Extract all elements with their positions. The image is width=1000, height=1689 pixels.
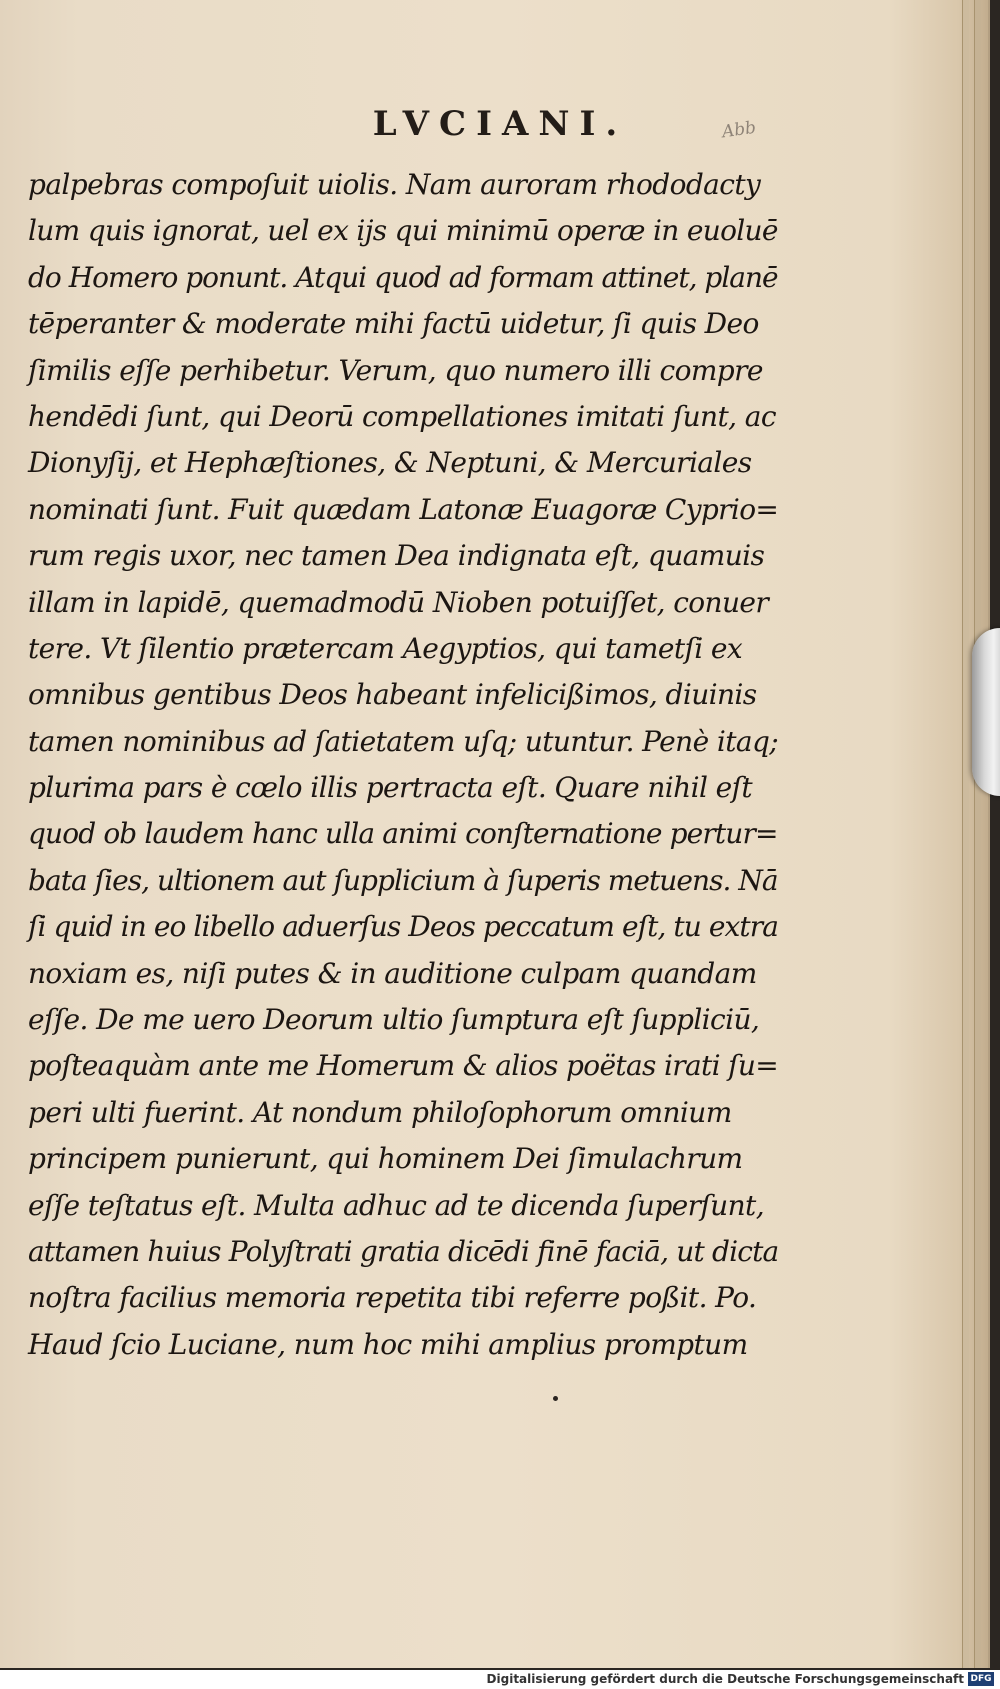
marginal-note: Abb	[720, 117, 758, 143]
running-head: LVCIANI.	[372, 104, 628, 144]
text-line: rum regis uxor, nec tamen Dea indignata eſt, quamuis	[28, 539, 765, 573]
page-edge	[962, 0, 969, 1668]
text-line: lum quis ignorat, uel ex ijs qui minimū operæ in euoluē	[28, 214, 778, 248]
text-line: noxiam es, niſi putes & in auditione culpam quandam	[28, 956, 757, 990]
text-line: attamen huius Polyſtrati gratia dicēdi finē faciā, ut dicta	[28, 1234, 779, 1268]
text-line: eſſe teſtatus eſt. Multa adhuc ad te dicenda ſuperſunt,	[28, 1188, 764, 1222]
footer-bar	[0, 1670, 1000, 1689]
text-line: illam in lapidē, quemadmodū Nioben potuiſſet, conuer	[28, 585, 769, 619]
text-line: peri ulti fuerint. At nondum philoſophorum omnium	[28, 1095, 732, 1129]
text-line: omnibus gentibus Deos habeant infelicißimos, diuinis	[28, 678, 757, 712]
text-line: Haud ſcio Luciane, num hoc mihi amplius promptum	[28, 1327, 748, 1361]
text-line: tere. Vt ſilentio prætercam Aegyptios, qui tametſi ex	[28, 631, 743, 665]
text-line: eſſe. De me uero Deorum ultio ſumptura eſt ſuppliciū,	[28, 1003, 760, 1037]
text-line: ſimilis eſſe perhibetur. Verum, quo numero illi compre	[28, 353, 763, 387]
text-line: principem punierunt, qui hominem Dei ſimulachrum	[28, 1142, 743, 1176]
text-line: hendēdi ſunt, qui Deorū compellationes imitati ſunt, ac	[28, 399, 776, 433]
text-line: poſteaquàm ante me Homerum & alios poëtas irati ſu=	[28, 1049, 779, 1083]
page-edge	[974, 0, 981, 1668]
text-line: ſi quid in eo libello aduerſus Deos peccatum eſt, tu extra	[28, 910, 779, 944]
dfg-logo: DFG	[968, 1672, 994, 1686]
ink-dot	[553, 1396, 558, 1401]
text-line: Dionyſij, et Hephæſtiones, & Neptuni, & Mercuriales	[28, 446, 752, 480]
text-line: bata ſies, ultionem aut ſupplicium à ſuperis metuens. Nā	[28, 863, 778, 897]
funding-credit: Digitalisierung gefördert durch die Deutsche Forschungsgemeinschaft	[486, 1672, 964, 1686]
text-line: palpebras compoſuit uiolis. Nam auroram rhododacty	[28, 168, 761, 201]
text-line: tēperanter & moderate mihi factū uidetur, ſi quis Deo	[28, 307, 759, 341]
text-line: quod ob laudem hanc ulla animi conſternatione pertur=	[28, 817, 778, 851]
text-line: nominati ſunt. Fuit quædam Latonæ Euagoræ Cyprio=	[28, 492, 779, 526]
body-text	[28, 162, 778, 1368]
text-line: noſtra facilius memoria repetita tibi referre poßit. Po.	[28, 1281, 757, 1315]
text-line: do Homero ponunt. Atqui quod ad formam attinet, planē	[28, 260, 778, 294]
page-clip	[972, 628, 1000, 796]
text-line: plurima pars è cœlo illis pertracta eſt. Quare nihil eſt	[28, 771, 752, 805]
text-line: tamen nominibus ad ſatietatem uſq; utuntur. Penè itaq;	[28, 724, 779, 758]
